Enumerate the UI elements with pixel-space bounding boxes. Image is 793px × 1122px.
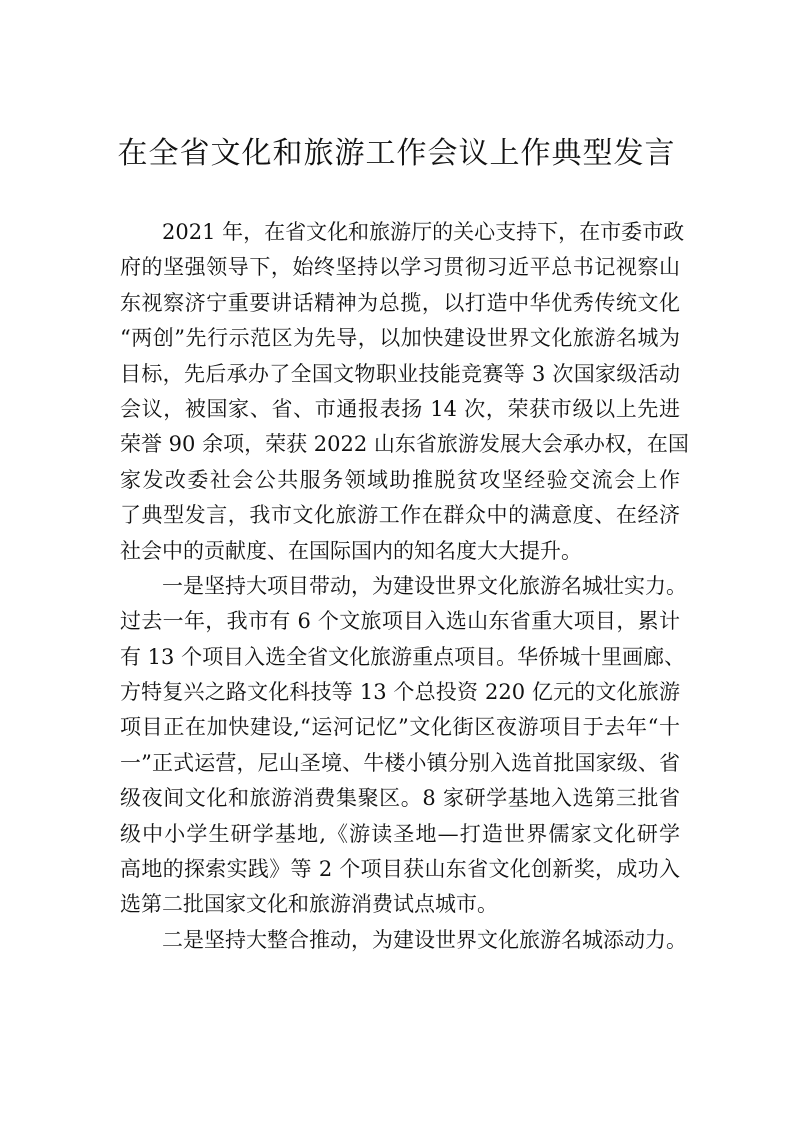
paragraph-line: 了典型发言，我市文化旅游工作在群众中的满意度、在经济 (120, 503, 680, 528)
paragraph (120, 215, 689, 569)
paragraph-line: “两创”先行示范区为先导，以加快建设世界文化旅游名城为 (120, 326, 680, 351)
paragraph-line: 级夜间文化和旅游消费集聚区。8 家研学基地入选第三批省 (120, 786, 680, 811)
paragraph-line: 家发改委社会公共服务领域助推脱贫攻坚经验交流会上作 (120, 467, 680, 492)
paragraph-line: 二是坚持大整合推动，为建设世界文化旅游名城添动力。 (162, 927, 687, 952)
paragraph-line: 方特复兴之路文化科技等 13 个总投资 220 亿元的文化旅游 (120, 680, 680, 705)
paragraph-line: 一是坚持大项目带动，为建设世界文化旅游名城壮实力。 (162, 573, 687, 598)
paragraph-line: 荣誉 90 余项，荣获 2022 山东省旅游发展大会承办权，在国 (120, 432, 689, 457)
paragraph (120, 923, 687, 958)
paragraph-line: 过去一年，我市有 6 个文旅项目入选山东省重大项目，累计 (120, 609, 680, 634)
document-body (120, 215, 689, 958)
paragraph-line: 项目正在加快建设,“运河记忆”文化街区夜游项目于去年“十 (120, 715, 680, 740)
paragraph-line: 府的坚强领导下，始终坚持以学习贯彻习近平总书记视察山 (120, 255, 680, 280)
paragraph-line: 东视察济宁重要讲话精神为总揽，以打造中华优秀传统文化 (120, 290, 680, 315)
paragraph-line: 2021 年，在省文化和旅游厅的关心支持下，在市委市政 (162, 220, 685, 244)
paragraph-line: 目标，先后承办了全国文物职业技能竞赛等 3 次国家级活动 (120, 361, 680, 386)
paragraph-line: 级中小学生研学基地,《游读圣地—打造世界儒家文化研学 (120, 821, 680, 846)
paragraph-line: 会议，被国家、省、市通报表扬 14 次，荣获市级以上先进 (120, 396, 680, 421)
document-title: 在全省文化和旅游工作会议上作典型发言 (117, 136, 676, 171)
paragraph-line: 有 13 个项目入选全省文化旅游重点项目。华侨城十里画廊、 (120, 644, 686, 669)
paragraph-line: 社会中的贡献度、在国际国内的知名度大大提升。 (120, 538, 582, 563)
paragraph-line: 高地的探索实践》等 2 个项目获山东省文化创新奖，成功入 (120, 857, 680, 882)
paragraph (120, 569, 687, 923)
paragraph-line: 选第二批国家文化和旅游消费试点城市。 (120, 892, 498, 917)
paragraph-line: 一”正式运营，尼山圣境、牛楼小镇分别入选首批国家级、省 (120, 750, 680, 775)
